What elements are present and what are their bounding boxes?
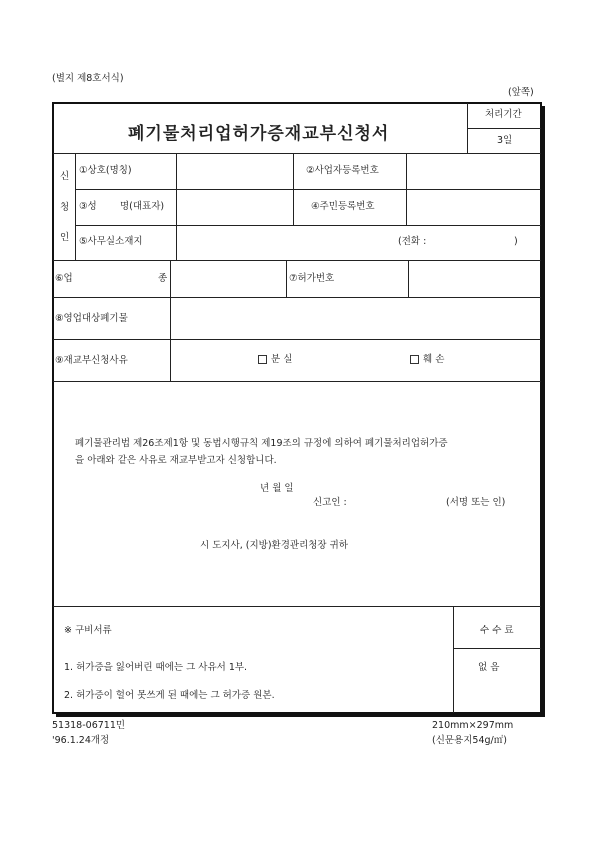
industry-label-divider xyxy=(170,260,171,297)
form-frame xyxy=(52,102,542,714)
row-line-7 xyxy=(53,606,541,607)
date-line: 년 월 일 xyxy=(260,483,294,494)
office-label: ⑤사무실소재지 xyxy=(79,236,143,247)
reason-option-lost[interactable]: 분 실 xyxy=(258,355,292,365)
row-line-1 xyxy=(76,189,541,190)
industry-label-b: 종 xyxy=(158,273,168,284)
permit-label-divider xyxy=(408,260,409,297)
documents-header: ※ 구비서류 xyxy=(64,625,112,636)
processing-mid-line xyxy=(467,128,541,129)
fee-divider xyxy=(453,606,454,713)
waste-label: ⑧영업대상폐기물 xyxy=(55,313,128,324)
person-name-label-a: ③성 xyxy=(79,201,97,212)
form-title: 폐기물처리업허가증재교부신청서 xyxy=(128,124,390,144)
name-label: ①상호(명칭) xyxy=(79,165,132,176)
documents-item-1: 1. 허가증을 잃어버린 때에는 그 사유서 1부. xyxy=(64,662,248,673)
fee-mid-line xyxy=(454,648,541,649)
frame-shadow-bottom xyxy=(56,714,545,717)
row-line-3 xyxy=(53,260,541,261)
reason-label-divider xyxy=(170,339,171,381)
waste-label-divider xyxy=(170,297,171,339)
phone-close: ) xyxy=(514,236,518,247)
phone-open: (전화 : xyxy=(398,236,427,247)
row-line-5 xyxy=(53,339,541,340)
row-line-4 xyxy=(53,297,541,298)
declaration-line-2: 을 아래와 같은 사유로 재교부받고자 신청합니다. xyxy=(75,455,277,466)
footer-paper: (신문용지54g/㎡) xyxy=(432,735,507,746)
industry-label-a: ⑥업 xyxy=(55,273,73,284)
processing-label: 처리기간 xyxy=(485,109,522,120)
title-row-bottom xyxy=(53,153,541,154)
fee-label: 수 수 료 xyxy=(480,625,514,636)
reason-label: ⑨재교부신청사유 xyxy=(55,355,128,366)
processing-value: 3일 xyxy=(497,135,513,146)
applicant-char-1: 신 xyxy=(60,171,70,182)
applicant-sign-label: 신고인 : xyxy=(313,497,347,508)
resident-no-label: ④주민등록번호 xyxy=(311,201,375,212)
fee-value: 없 음 xyxy=(478,662,500,673)
sign-note: (서명 또는 인) xyxy=(446,497,506,508)
footer-revised: '96.1.24개정 xyxy=(52,735,110,746)
permit-no-label: ⑦허가번호 xyxy=(289,273,335,284)
person-name-label-b: 명(대표자) xyxy=(120,201,165,212)
documents-item-2: 2. 허가증이 헐어 못쓰게 된 때에는 그 허가증 원본. xyxy=(64,690,275,701)
biz-reg-label: ②사업자등록번호 xyxy=(306,165,379,176)
row-line-2 xyxy=(76,225,541,226)
row-line-6 xyxy=(53,381,541,382)
page-side-label: (앞쪽) xyxy=(508,87,534,98)
checkbox-damaged[interactable] xyxy=(410,355,419,364)
footer-size: 210mm×297mm xyxy=(432,720,514,731)
checkbox-lost[interactable] xyxy=(258,355,267,364)
industry-mid-divider xyxy=(286,260,287,297)
form-code: (별지 제8호서식) xyxy=(52,73,124,84)
office-label-divider xyxy=(176,225,177,260)
applicant-char-3: 인 xyxy=(60,232,70,243)
addressee: 시 도지사, (지방)환경관리청장 귀하 xyxy=(200,540,348,551)
applicant-char-2: 청 xyxy=(60,202,70,213)
reason-option-damaged[interactable]: 훼 손 xyxy=(410,355,444,365)
applicant-col-divider xyxy=(75,153,76,260)
frame-shadow-right xyxy=(542,106,545,717)
footer-code: 51318-06711민 xyxy=(52,720,126,731)
declaration-line-1: 폐기물관리법 제26조제1항 및 동법시행규칙 제19조의 규정에 의하여 폐기물처리업허가증 xyxy=(75,438,448,449)
